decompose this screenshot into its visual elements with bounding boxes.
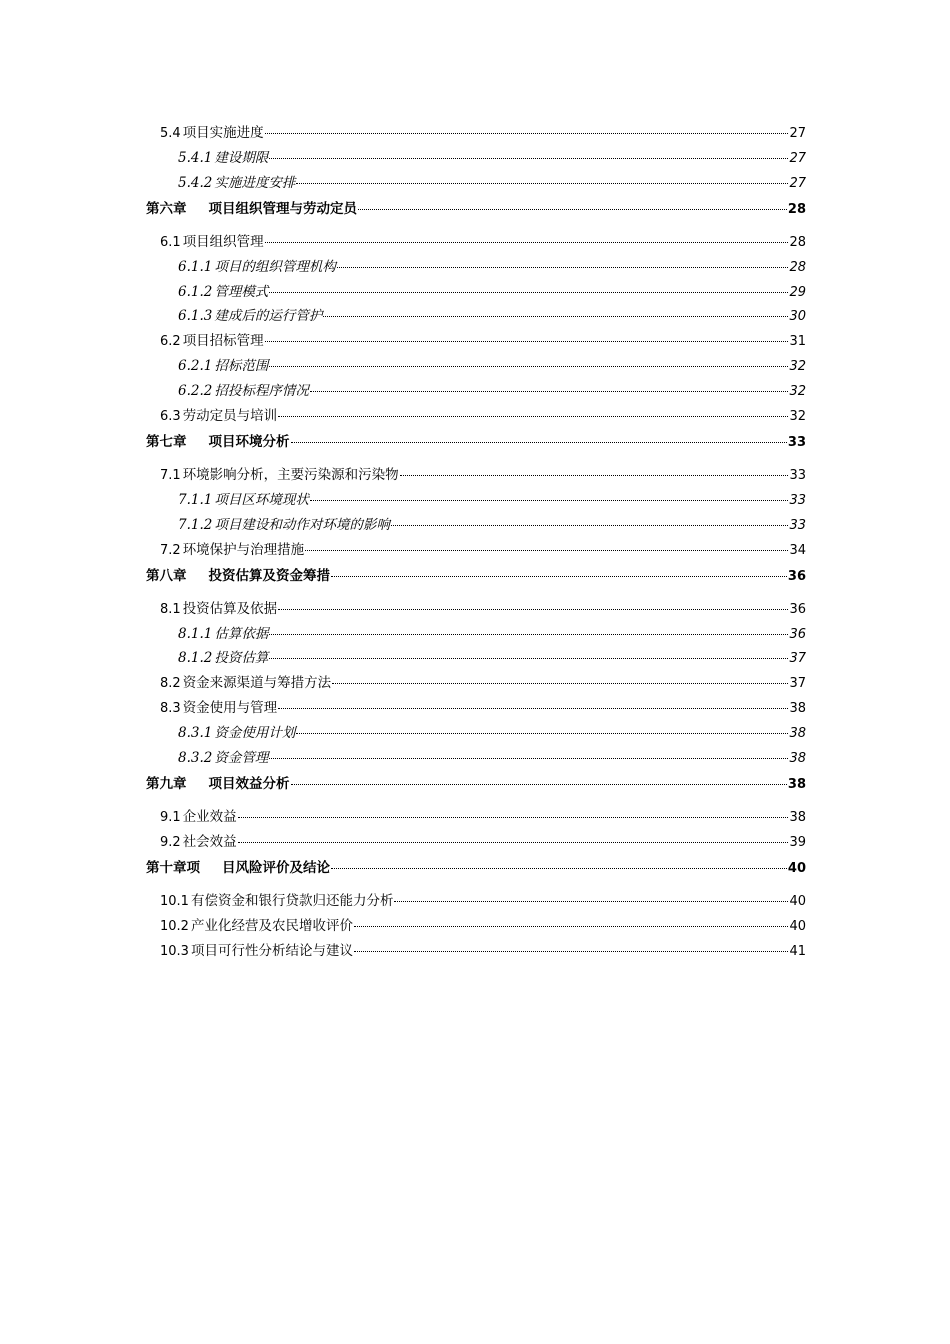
- toc-entry-label: [178, 283, 268, 301]
- toc-page-number: 40: [787, 860, 806, 876]
- toc-entry-title: 项目组织管理: [182, 233, 264, 250]
- toc-entry-title: 资金管理: [214, 750, 269, 767]
- toc-page-number: 41: [789, 943, 806, 959]
- toc-section-entry[interactable]: [146, 407, 806, 425]
- toc-entry-number: 9.2: [160, 834, 181, 850]
- dot-leader: [291, 442, 787, 443]
- dot-leader: [278, 609, 788, 610]
- dot-leader: [269, 634, 788, 635]
- toc-entry-title: 项目的组织管理机构: [214, 258, 336, 275]
- toc-subsection-entry[interactable]: [146, 749, 806, 767]
- toc-subsection-entry[interactable]: [146, 382, 806, 400]
- toc-page-number: 27: [789, 126, 806, 141]
- toc-section-entry[interactable]: [146, 917, 806, 935]
- toc-entry-number: 8.3.1: [178, 725, 213, 742]
- dot-leader: [354, 951, 789, 952]
- toc-page-number: 39: [789, 834, 806, 850]
- toc-entry-label: [178, 382, 309, 400]
- toc-section-entry[interactable]: [146, 233, 806, 251]
- toc-entry-title: 环境保护与治理措施: [182, 541, 305, 558]
- toc-entry-title: 项目可行性分析结论与建议: [190, 942, 353, 959]
- toc-entry-number: 8.1.1: [178, 625, 213, 642]
- toc-entry-title: 资金来源渠道与筹措方法: [182, 675, 332, 692]
- toc-entry-title: 项目区环境现状: [214, 491, 309, 508]
- dot-leader: [337, 267, 789, 268]
- toc-page-number: 37: [789, 676, 806, 692]
- toc-entry-label: [178, 724, 295, 742]
- toc-entry-label: [178, 258, 336, 276]
- toc-entry-number: 第九章: [146, 776, 187, 793]
- toc-entry-label: [160, 833, 237, 852]
- toc-subsection-entry[interactable]: [146, 649, 806, 667]
- toc-entry-label: [160, 917, 353, 936]
- toc-page-number: 40: [789, 918, 806, 934]
- toc-entry-title: 目风险评价及结论: [222, 859, 330, 876]
- toc-subsection-entry[interactable]: [146, 307, 806, 325]
- toc-entry-label: [178, 516, 390, 534]
- toc-section-entry[interactable]: [146, 833, 806, 851]
- toc-page-number: 29: [789, 284, 806, 300]
- toc-entry-label: [178, 307, 322, 325]
- dot-leader: [291, 784, 787, 785]
- toc-entry-title: 项目招标管理: [182, 333, 264, 350]
- toc-entry-label: [146, 433, 290, 451]
- toc-entry-title: 环境影响分析，主要污染源和污染物: [182, 467, 399, 484]
- dot-leader: [331, 576, 787, 577]
- toc-entry-label: [178, 749, 268, 767]
- toc-entry-title: 企业效益: [182, 809, 237, 826]
- dot-leader: [269, 658, 788, 659]
- toc-entry-title: 管理模式: [214, 283, 269, 300]
- toc-subsection-entry[interactable]: [146, 516, 806, 534]
- toc-section-entry[interactable]: [146, 674, 806, 692]
- toc-entry-title: 项目环境分析: [208, 434, 290, 451]
- toc-subsection-entry[interactable]: [146, 149, 806, 167]
- toc-entry-label: [178, 357, 268, 375]
- toc-page-number: 28: [787, 201, 806, 217]
- toc-subsection-entry[interactable]: [146, 491, 806, 509]
- toc-entry-number: 5.4.2: [178, 174, 213, 191]
- dot-leader: [394, 901, 788, 902]
- toc-page-number: 27: [789, 175, 806, 191]
- toc-entry-number: 7.1.1: [178, 491, 213, 508]
- toc-entry-title: 产业化经营及农民增收评价: [190, 917, 353, 934]
- toc-page-number: 34: [789, 542, 806, 558]
- toc-entry-label: [146, 859, 330, 877]
- toc-entry-title: 建成后的运行管护: [214, 308, 323, 325]
- toc-entry-number: 第八章: [146, 567, 187, 584]
- toc-entry-number: 6.2.2: [178, 383, 213, 400]
- dot-leader: [269, 292, 788, 293]
- dot-leader: [238, 817, 789, 818]
- toc-entry-title: 有偿资金和银行贷款归还能力分析: [190, 892, 394, 909]
- toc-section-entry[interactable]: [146, 808, 806, 826]
- toc-entry-number: 6.2: [160, 334, 181, 350]
- toc-entry-label: [146, 200, 357, 218]
- toc-entry-label: [160, 942, 353, 961]
- toc-page-number: 28: [789, 259, 806, 275]
- dot-leader: [358, 209, 787, 210]
- toc-subsection-entry[interactable]: [146, 283, 806, 301]
- toc-entry-title: 项目组织管理与劳动定员: [208, 200, 357, 217]
- toc-section-entry[interactable]: [146, 124, 806, 142]
- toc-entry-number: 8.2: [160, 676, 181, 692]
- toc-entry-label: [160, 808, 237, 827]
- toc-entry-number: 5.4.1: [178, 149, 213, 166]
- dot-leader: [331, 868, 787, 869]
- dot-leader: [265, 242, 789, 243]
- toc-page-number: 27: [789, 150, 806, 166]
- toc-subsection-entry[interactable]: [146, 174, 806, 192]
- toc-chapter-entry[interactable]: [146, 433, 806, 451]
- toc-entry-label: [178, 149, 268, 167]
- toc-chapter-entry[interactable]: [146, 200, 806, 218]
- toc-entry-number: 6.1.1: [178, 258, 213, 275]
- toc-entry-label: [160, 332, 264, 351]
- toc-subsection-entry[interactable]: [146, 625, 806, 643]
- dot-leader: [323, 316, 788, 317]
- toc-entry-label: [146, 567, 330, 585]
- toc-entry-label: [160, 600, 277, 619]
- toc-page-number: 31: [789, 334, 806, 350]
- toc-subsection-entry[interactable]: [146, 258, 806, 276]
- toc-entry-number: 8.1.2: [178, 650, 213, 667]
- toc-entry-title: 投资估算及资金筹措: [208, 567, 330, 584]
- toc-entry-label: [160, 892, 393, 911]
- toc-entry-title: 投资估算: [214, 650, 269, 667]
- toc-entry-label: [160, 407, 277, 426]
- dot-leader: [310, 500, 789, 501]
- toc-page-number: 33: [789, 468, 806, 484]
- dot-leader: [278, 416, 788, 417]
- dot-leader: [269, 758, 788, 759]
- toc-subsection-entry[interactable]: [146, 724, 806, 742]
- toc-entry-number: 6.1.3: [178, 308, 213, 325]
- toc-section-entry[interactable]: [146, 541, 806, 559]
- toc-entry-title: 资金使用与管理: [182, 700, 278, 717]
- toc-entry-number: 10.1: [160, 893, 189, 909]
- dot-leader: [238, 842, 789, 843]
- toc-entry-number: 10.3: [160, 943, 189, 959]
- toc-page-number: 32: [789, 409, 806, 425]
- toc-entry-number: 8.1: [160, 601, 181, 617]
- toc-page-number: 40: [789, 893, 806, 909]
- toc-entry-number: 5.4: [160, 126, 181, 141]
- toc-page-number: 33: [789, 492, 806, 508]
- toc-entry-label: [160, 124, 264, 143]
- toc-entry-number: 9.1: [160, 810, 181, 826]
- toc-entry-title: 资金使用计划: [214, 725, 296, 742]
- toc-page-number: 33: [789, 517, 806, 533]
- toc-entry-title: 劳动定员与培训: [182, 408, 278, 425]
- toc-page-number: 32: [789, 359, 806, 375]
- toc-page-number: 38: [789, 810, 806, 826]
- dot-leader: [391, 525, 789, 526]
- toc-entry-label: [160, 466, 399, 485]
- toc-entry-number: 第十章项: [146, 859, 200, 876]
- toc-section-entry[interactable]: [146, 699, 806, 717]
- dot-leader: [278, 708, 788, 709]
- toc-entry-label: [160, 699, 277, 718]
- toc-entry-number: 7.2: [160, 542, 181, 558]
- toc-entry-label: [160, 541, 304, 560]
- toc-entry-number: 7.1.2: [178, 516, 213, 533]
- dot-leader: [269, 366, 788, 367]
- toc-chapter-entry[interactable]: [146, 775, 806, 793]
- toc-section-entry[interactable]: [146, 466, 806, 484]
- toc-page-number: 32: [789, 384, 806, 400]
- toc-entry-title: 投资估算及依据: [182, 600, 278, 617]
- table-of-contents: [146, 124, 806, 967]
- toc-entry-number: 第六章: [146, 200, 187, 217]
- toc-entry-number: 8.3: [160, 701, 181, 717]
- toc-page-number: 36: [789, 626, 806, 642]
- toc-section-entry[interactable]: [146, 942, 806, 960]
- toc-page-number: 36: [789, 601, 806, 617]
- dot-leader: [354, 926, 789, 927]
- toc-entry-number: 6.1.2: [178, 283, 213, 300]
- dot-leader: [296, 183, 788, 184]
- toc-page-number: 33: [787, 435, 806, 451]
- dot-leader: [305, 550, 788, 551]
- toc-entry-label: [178, 174, 295, 192]
- toc-entry-label: [178, 649, 268, 667]
- toc-entry-title: 项目建设和动作对环境的影响: [214, 516, 390, 533]
- toc-chapter-entry[interactable]: [146, 567, 806, 585]
- toc-page-number: 30: [789, 309, 806, 325]
- toc-entry-title: 招标范围: [214, 358, 269, 375]
- toc-entry-number: 6.2.1: [178, 358, 213, 375]
- toc-entry-number: 10.2: [160, 918, 189, 934]
- toc-entry-number: 8.3.2: [178, 750, 213, 767]
- dot-leader: [265, 133, 789, 134]
- toc-entry-number: 6.3: [160, 409, 181, 425]
- toc-page-number: 37: [789, 651, 806, 667]
- dot-leader: [332, 683, 788, 684]
- toc-entry-title: 项目实施进度: [182, 125, 264, 141]
- toc-entry-title: 实施进度安排: [214, 174, 296, 191]
- toc-entry-label: [160, 233, 264, 252]
- toc-entry-number: 7.1: [160, 468, 181, 484]
- toc-entry-title: 估算依据: [214, 625, 269, 642]
- toc-entry-title: 建设期限: [214, 149, 269, 166]
- dot-leader: [400, 475, 789, 476]
- toc-entry-label: [146, 775, 290, 793]
- toc-page-number: 38: [787, 777, 806, 793]
- toc-entry-number: 6.1: [160, 234, 181, 250]
- toc-page-number: 28: [789, 234, 806, 250]
- toc-entry-title: 社会效益: [182, 833, 237, 850]
- toc-subsection-entry[interactable]: [146, 357, 806, 375]
- toc-entry-title: 项目效益分析: [208, 776, 290, 793]
- toc-entry-label: [160, 674, 331, 693]
- toc-entry-title: 招投标程序情况: [214, 383, 309, 400]
- toc-section-entry[interactable]: [146, 892, 806, 910]
- toc-page-number: 38: [789, 751, 806, 767]
- toc-entry-number: 第七章: [146, 434, 187, 451]
- dot-leader: [265, 341, 789, 342]
- toc-page-number: 38: [789, 726, 806, 742]
- toc-page-number: 36: [787, 568, 806, 584]
- dot-leader: [310, 391, 789, 392]
- toc-entry-label: [178, 491, 309, 509]
- toc-section-entry[interactable]: [146, 600, 806, 618]
- dot-leader: [296, 733, 788, 734]
- toc-page-number: 38: [789, 701, 806, 717]
- toc-entry-label: [178, 625, 268, 643]
- dot-leader: [269, 158, 788, 159]
- toc-chapter-entry[interactable]: [146, 859, 806, 877]
- toc-section-entry[interactable]: [146, 332, 806, 350]
